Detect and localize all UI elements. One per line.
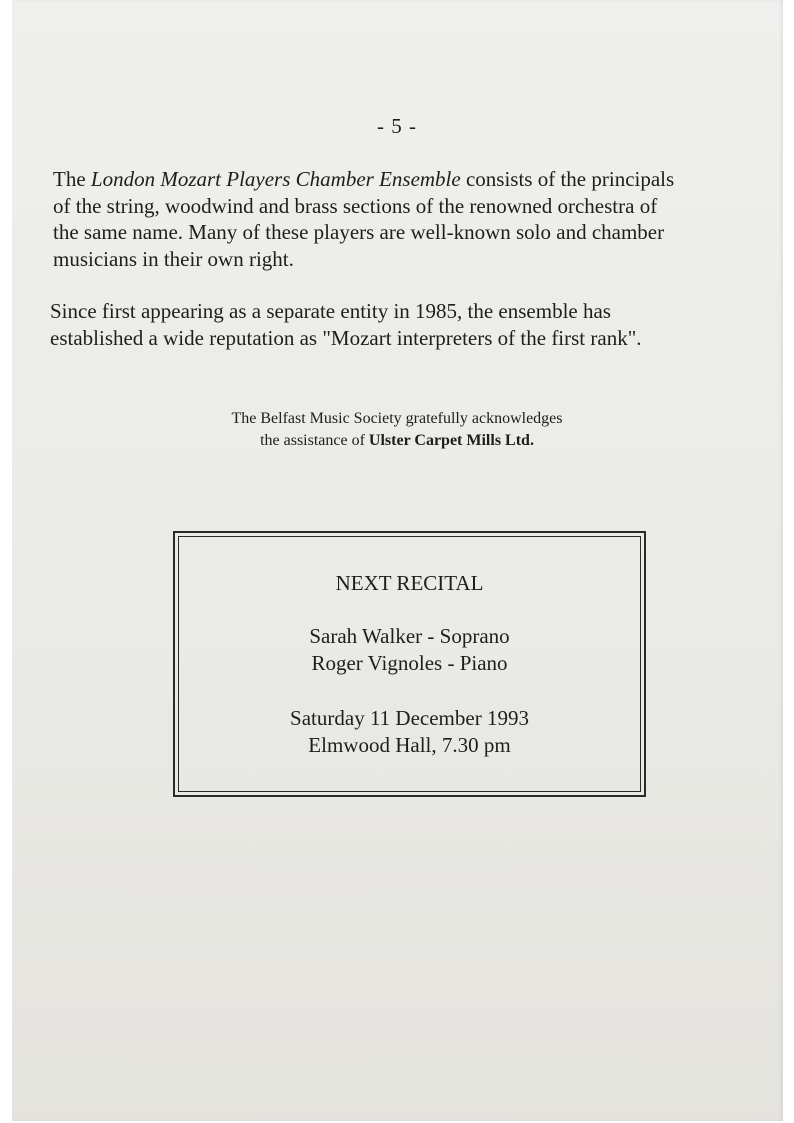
history-line-1: Since first appearing as a separate entity in 1985, the ensemble has (50, 299, 611, 323)
next-recital-heading: NEXT RECITAL (335, 571, 484, 595)
sponsor-name: Ulster Carpet Mills Ltd. (368, 432, 534, 449)
ensemble-description (53, 166, 674, 272)
description-prefix: The (53, 167, 91, 191)
recital-performers (179, 623, 640, 677)
next-recital-inner-border (178, 536, 641, 792)
description-line-2: of the string, woodwind and brass sections of the renowned orchestra of (53, 193, 658, 218)
acknowledgement-line-1: The Belfast Music Society gratefully acknowledges (231, 410, 563, 427)
recital-venue-time: Elmwood Hall, 7.30 pm (308, 733, 511, 757)
acknowledgement-prefix: the assistance of (260, 432, 369, 449)
description-line-1-suffix: consists of the principals (460, 167, 675, 191)
acknowledgement-line-2 (0, 430, 794, 452)
performer-1: Sarah Walker - Soprano (309, 624, 510, 648)
recital-schedule (179, 705, 640, 759)
ensemble-history (50, 298, 642, 351)
history-line-2: established a wide reputation as "Mozart interpreters of the first rank". (50, 325, 642, 350)
ensemble-name: London Mozart Players Chamber Ensemble (90, 167, 461, 191)
next-recital-box (173, 531, 646, 797)
acknowledgement (0, 408, 794, 452)
page-number: - 5 - (377, 114, 417, 138)
description-line-3: the same name. Many of these players are well-known solo and chamber (53, 220, 665, 244)
description-line-4: musicians in their own right. (53, 246, 294, 271)
performer-2: Roger Vignoles - Piano (311, 651, 508, 675)
description-line-1 (53, 166, 674, 193)
recital-date: Saturday 11 December 1993 (290, 706, 529, 730)
